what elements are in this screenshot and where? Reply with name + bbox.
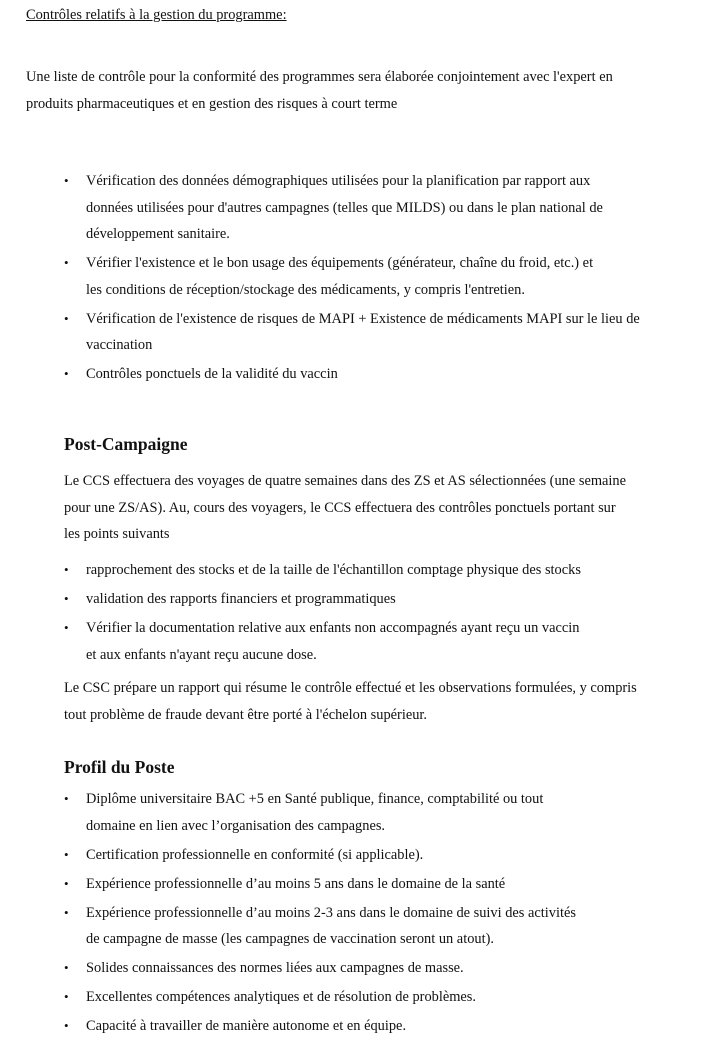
list-item [86, 168, 696, 248]
controls-bullet-list [86, 168, 696, 390]
post-campagne-paragraph [64, 468, 694, 548]
list-item-line: Diplôme universitaire BAC +5 en Santé publique, finance, comptabilité ou tout [86, 791, 544, 807]
paragraph-line: tout problème de fraude devant être porté à l'échelon supérieur. [64, 706, 428, 723]
list-item-line: Solides connaissances des normes liées aux campagnes de masse. [86, 960, 464, 976]
list-item [86, 842, 696, 869]
paragraph-line: pour une ZS/AS). Au, cours des voyagers, le CCS effectuera des contrôles ponctuels portant sur [64, 499, 616, 516]
section-heading-controles: Contrôles relatifs à la gestion du programme: [26, 7, 287, 23]
list-item-line: rapprochement des stocks et de la taille de l'échantillon comptage physique des stocks [86, 562, 581, 578]
list-item [86, 615, 696, 668]
list-item-line: Expérience professionnelle d’au moins 2-3 ans dans le domaine de suivi des activités [86, 904, 576, 921]
paragraph-line: les points suivants [64, 526, 170, 542]
profil-bullet-list [86, 786, 696, 1042]
list-item [86, 557, 696, 584]
list-item-line: Certification professionnelle en conformité (si applicable). [86, 846, 424, 863]
list-item [86, 361, 696, 388]
list-item [86, 786, 696, 839]
list-item-line: Contrôles ponctuels de la validité du vaccin [86, 366, 338, 382]
list-item-line: validation des rapports financiers et programmatiques [86, 591, 396, 607]
list-item-line: Vérifier l'existence et le bon usage des équipements (générateur, chaîne du froid, etc.) et [86, 255, 594, 271]
list-item-line: données utilisées pour d'autres campagnes (telles que MILDS) ou dans le plan national de [86, 199, 603, 216]
post-campagne-bullet-list [86, 557, 696, 671]
intro-line: produits pharmaceutiques et en gestion des risques à court terme [26, 95, 398, 112]
list-item-line: Excellentes compétences analytiques et de résolution de problèmes. [86, 989, 477, 1005]
list-item [86, 955, 696, 982]
list-item [86, 984, 696, 1011]
paragraph-line: Le CCS effectuera des voyages de quatre semaines dans des ZS et AS sélectionnées (une semaine [64, 473, 626, 489]
list-item-line: Vérification des données démographiques utilisées pour la planification par rapport aux [86, 173, 591, 189]
intro-paragraph [26, 64, 676, 117]
csc-report-paragraph [64, 675, 694, 728]
list-item [86, 250, 696, 303]
list-item-line: Vérification de l'existence de risques de MAPI + Existence de médicaments MAPI sur le lieu de [86, 310, 640, 327]
list-item [86, 900, 696, 953]
list-item-line: Capacité à travailler de manière autonome et en équipe. [86, 1018, 407, 1034]
list-item-line: Vérifier la documentation relative aux enfants non accompagnés ayant reçu un vaccin [86, 620, 580, 636]
intro-line: Une liste de contrôle pour la conformité des programmes sera élaborée conjointement avec l'expert en [26, 69, 613, 85]
list-item [86, 1013, 696, 1040]
list-item-line: domaine en lien avec l’organisation des campagnes. [86, 817, 386, 834]
list-item-line: développement sanitaire. [86, 226, 230, 242]
list-item-line: Expérience professionnelle d’au moins 5 ans dans le domaine de la santé [86, 875, 506, 892]
post-campagne-heading: Post-Campaigne [64, 434, 188, 454]
list-item [86, 586, 696, 613]
list-item-line: vaccination [86, 337, 153, 353]
list-item [86, 871, 696, 898]
list-item [86, 306, 696, 359]
list-item-line: de campagne de masse (les campagnes de vaccination seront un atout). [86, 931, 494, 947]
list-item-line: les conditions de réception/stockage des médicaments, y compris l'entretien. [86, 281, 525, 298]
list-item-line: et aux enfants n'ayant reçu aucune dose. [86, 646, 317, 663]
profil-heading: Profil du Poste [64, 757, 175, 777]
paragraph-line: Le CSC prépare un rapport qui résume le contrôle effectué et les observations formulées, y compris [64, 680, 637, 696]
